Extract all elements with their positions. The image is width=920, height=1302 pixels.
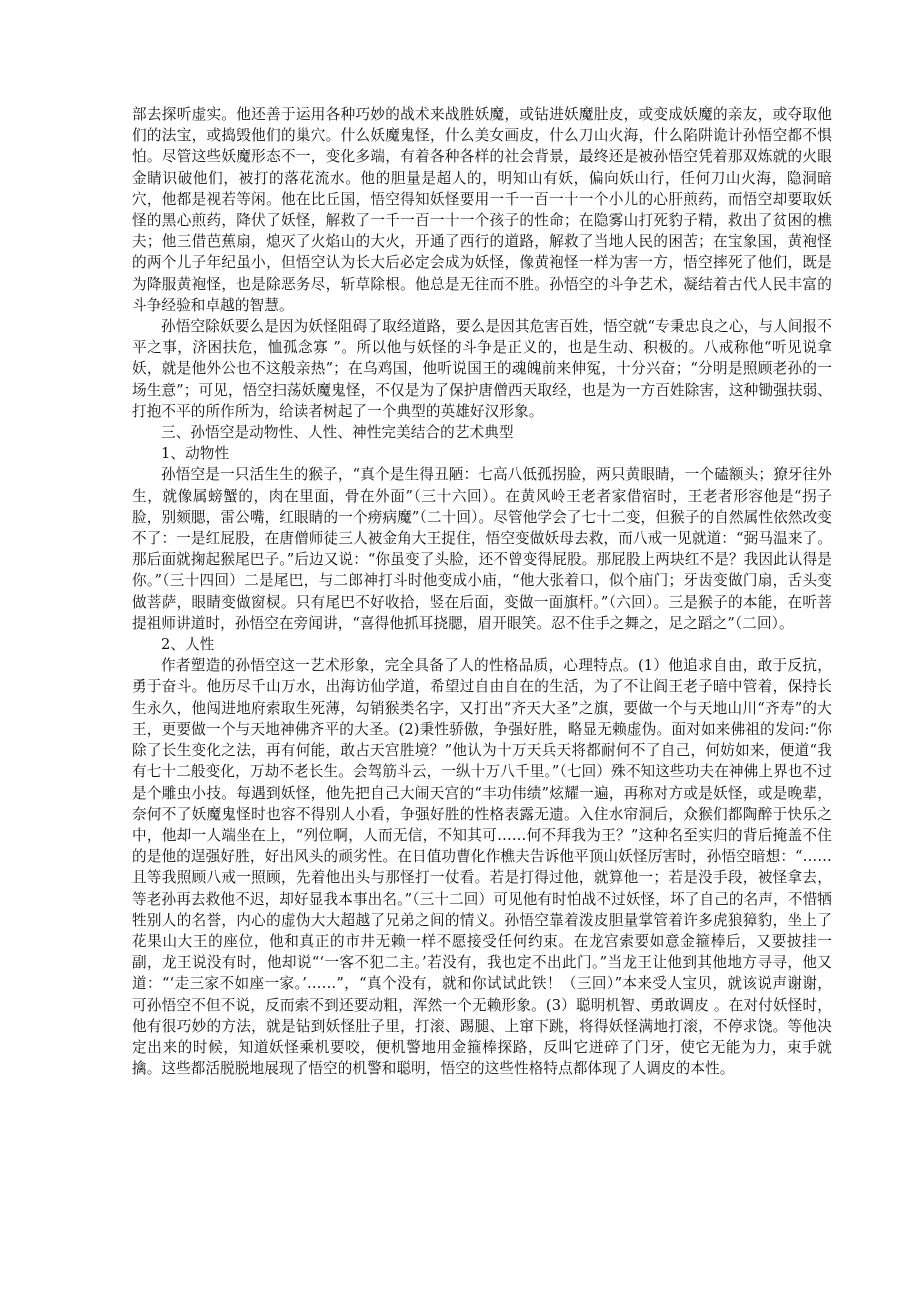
document-page [132,104,832,1079]
paragraph-human-nature: 作者塑造的孙悟空这一艺术形象，完全具备了人的性格品质，心理特点。(1）他追求自由，敢于反抗，勇于奋斗。他历尽千山万水，出海访仙学道，希望过自由自在的生活，为了不让阎王老子暗中管着，保持长生永久，他闯进地府索取生死薄，勾销猴类名字，又打出“齐天大圣”之旗，要做一个与天地山川“齐寿”的大王，更要做一个与天地神佛齐平的大圣。(2)秉性骄傲，争强好胜，略显无赖虚伪。面对如来佛祖的发问:“你除了长生变化之法，再有何能，敢占天宫胜境？”他认为十万天兵天将都耐何不了自己，何妨如来，便道“我有七十二般变化，万劫不老长生。会驾筋斗云，一纵十万八千里。”（七回）殊不知这些功夫在神佛上界也不过是个雕虫小技。每遇到妖怪，他先把自己大闹天宫的“丰功伟绩”炫耀一遍，再称对方或是妖怪，或是晚辈，奈何不了妖魔鬼怪时也容不得别人小看，争强好胜的性格表露无遗。入住水帘洞后，众猴们都陶醉于快乐之中，他却一人端坐在上，“列位啊，人而无信，不知其可……何不拜我为王？”这种名至实归的背后掩盖不住的是他的逞强好胜，好出风头的顽劣性。在日值功曹化作樵夫告诉他平顶山妖怪厉害时，孙悟空暗想：“……且等我照顾八戒一照顾，先着他出头与那怪打一仗看。若是打得过他，就算他一；若是没手段，被怪拿去，等老孙再去救他不迟，却好显我本事出名。”（三十二回）可见他有时怕战不过妖怪，坏了自己的名声，不惜牺牲别人的名誉，内心的虚伪大大超越了兄弟之间的情义。孙悟空靠着泼皮胆量掌管着许多虎狼獐豹，坐上了花果山大王的座位，他和真正的市井无赖一样不愿接受任何约束。在龙宫索要如意金箍棒后，又要披挂一副，龙王说没有时，他却说“‘一客不犯二主。’若没有，我也定不出此门。”当龙王让他到其他地方寻寻，他又道：“‘走三家不如座一家。’……”，“真个没有，就和你试试此铁！（三回）”本来受人宝贝，就该说声谢谢，可孙悟空不但不说，反而索不到还要动粗，浑然一个无赖形象。(3）聪明机智、勇敢调皮 。在对付妖怪时，他有很巧妙的方法，就是钻到妖怪肚子里，打滚、踢腿、上窜下跳，将得妖怪满地打滚，不停求饶。等他决定出来的时候，知道妖怪乘机要咬，便机警地用金箍棒探路，反叫它迸碎了门牙，使它无能为力，束手就擒。这些都活脱脱地展现了悟空的机警和聪明，悟空的这些性格特点都体现了人调皮的本性。 [132,657,832,1078]
subheading-human-nature: 2、人性 [161,636,215,654]
section-heading-3: 三、孙悟空是动物性、人性、神性完美结合的艺术典型 [161,424,514,442]
paragraph-1: 部去探听虚实。他还善于运用各种巧妙的战术来战胜妖魔，或钻进妖魔肚皮，或变成妖魔的亲友，或夺取他们的法宝，或捣毁他们的巢穴。什么妖魔鬼怪，什么美女画皮，什么刀山火海，什么陷阱诡计孙悟空都不惧怕。尽管这些妖魔形态不一，变化多端，有着各种各样的社会背景，最终还是被孙悟空凭着那双炼就的火眼金睛识破他们，被打的落花流水。他的胆量是超人的，明知山有妖，偏向妖山行，任何刀山火海，隐洞暗穴，他都是视若等闲。他在比丘国，悟空得知妖怪要用一千一百一十一个小儿的心肝煎药，而悟空却要取妖怪的黑心煎药，降伏了妖怪，解救了一千一百一十一个孩子的性命；在隐雾山打死豹子精，救出了贫困的樵夫；他三借芭蕉扇，熄灭了火焰山的大火，开通了西行的道路，解救了当地人民的困苦；在宝象国，黄袍怪的两个儿子年纪虽小，但悟空认为长大后必定会成为妖怪，像黄袍怪一样为害一方，悟空摔死了他们，既是为降服黄袍怪，也是除恶务尽，斩草除根。他总是无往而不胜。孙悟空的斗争艺术，凝结着古代人民丰富的斗争经验和卓越的智慧。 [132,106,832,314]
subheading-animal-nature: 1、动物性 [161,445,230,463]
paragraph-animal-nature: 孙悟空是一只活生生的猴子，“真个是生得丑陋：七高八低孤拐脸，两只黄眼睛，一个磕额头；獠牙往外生，就像属螃蟹的，肉在里面，骨在外面”（三十六回）。在黄风岭王老者家借宿时，王老者形容他是“拐子脸，别颏腮，雷公嘴，红眼睛的一个痨病魔”（二十回）。尽管他学会了七十二变，但猴子的自然属性依然改变不了：一是红屁股，在唐僧师徒三人被金角大王捉住，悟空变做妖母去救，而八戒一见就道：“弼马温来了。那后面就掬起猴尾巴子。”后边又说：“你虽变了头脸，还不曾变得屁股。那屁股上两块红不是？我因此认得是你。”（三十四回）二是尾巴，与二郎神打斗时他变成小庙，“他大张着口，似个庙门；牙齿变做门扇，舌头变做菩萨，眼睛变做窗棂。只有尾巴不好收拾，竖在后面，变做一面旗杆。”（六回）。三是猴子的本能，在听菩提祖师讲道时，孙悟空在旁闻讲，“喜得他抓耳挠腮，眉开眼笑。忍不住手之舞之，足之蹈之”（二回）。 [132,466,832,632]
paragraph-2: 孙悟空除妖要么是因为妖怪阻碍了取经道路，要么是因其危害百姓，悟空就“专秉忠良之心，与人间报不平之事，济困扶危，恤孤念寡 ”。所以他与妖怪的斗争是正义的，也是生动、积极的。八戒称他“听见说拿妖，就是他外公也不这般亲热”；在乌鸡国，他听说国王的魂魄前来伸冤，十分兴奋；“分明是照顾老孙的一场生意”；可见，悟空扫荡妖魔鬼怪，不仅是为了保护唐僧西天取经，也是为一方百姓除害，这种锄强扶弱、打抱不平的所作所为，给读者树起了一个典型的英雄好汉形象。 [132,318,832,420]
